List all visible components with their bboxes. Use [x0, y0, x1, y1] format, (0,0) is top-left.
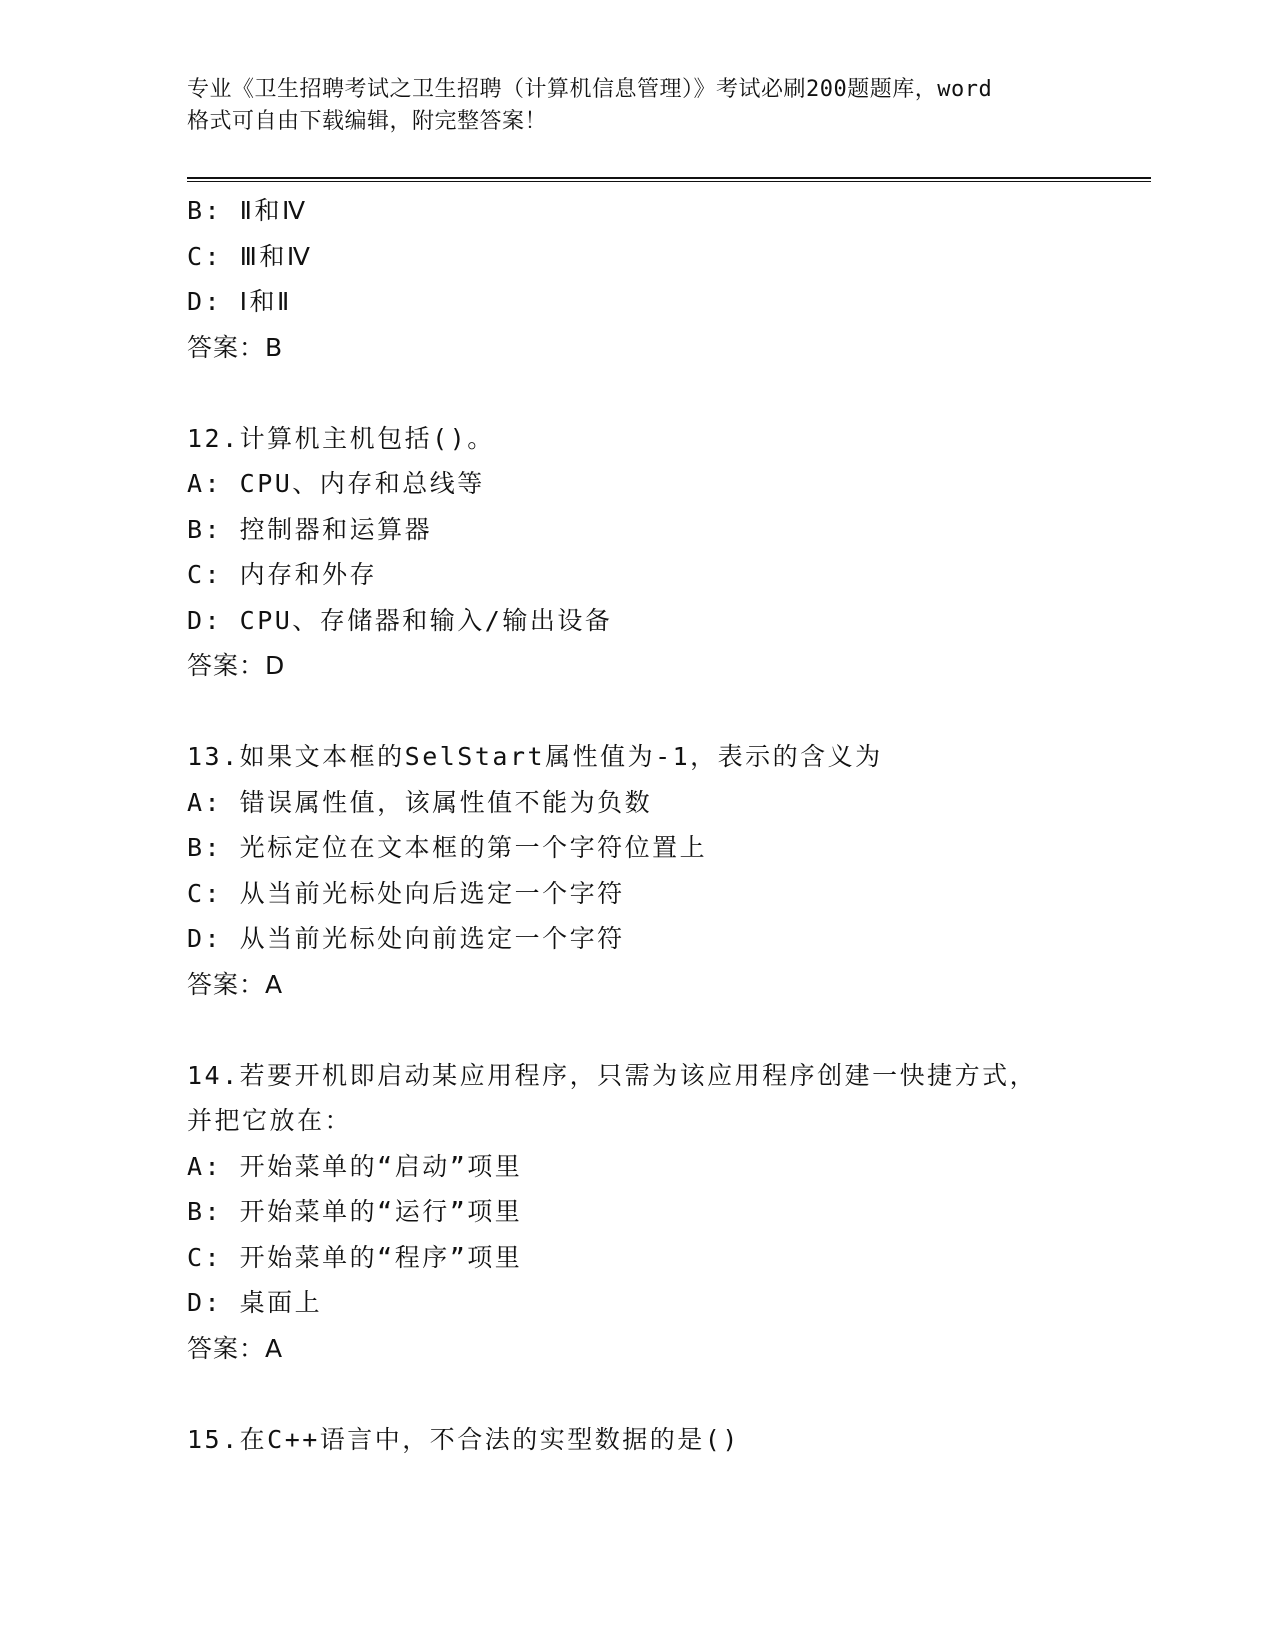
answer: 答案：A [187, 1333, 284, 1363]
question-14 [187, 1053, 1151, 1372]
spacer [187, 1007, 1151, 1053]
option-c: C: 开始菜单的“程序”项里 [187, 1242, 523, 1272]
option-b: B: 开始菜单的“运行”项里 [187, 1197, 523, 1226]
option-c: C: 内存和外存 [187, 560, 378, 589]
question-13 [187, 734, 1151, 1007]
question-text: 15.在C++语言中，不合法的实型数据的是() [187, 1424, 740, 1454]
spacer [187, 370, 1151, 416]
spacer [187, 689, 1151, 735]
option-c: C: Ⅲ和Ⅳ [187, 241, 313, 271]
option-a: A: 开始菜单的“启动”项里 [187, 1151, 523, 1181]
header-title-line-2: 格式可自由下载编辑，附完整答案！ [187, 109, 548, 134]
option-b: B: 控制器和运算器 [187, 514, 433, 544]
document-header [187, 74, 1087, 138]
option-d: D: CPU、存储器和输入/输出设备 [187, 605, 613, 635]
header-title-line-1: 专业《卫生招聘考试之卫生招聘（计算机信息管理）》考试必刷200题题库，word [187, 77, 993, 102]
option-d: D: 从当前光标处向前选定一个字符 [187, 924, 625, 953]
question-text: 13.如果文本框的SelStart属性值为-1，表示的含义为 [187, 742, 883, 771]
answer: 答案：D [187, 651, 286, 680]
question-15 [187, 1417, 1151, 1463]
option-a: A: CPU、内存和总线等 [187, 469, 485, 498]
question-list [187, 188, 1151, 1462]
question-text-line-2: 并把它放在： [187, 1106, 353, 1135]
answer: 答案：B [187, 332, 284, 362]
option-d: D: Ⅰ和Ⅱ [187, 287, 292, 316]
question-text-line-1: 14.若要开机即启动某应用程序，只需为该应用程序创建一快捷方式， [187, 1060, 1038, 1090]
answer: 答案：A [187, 969, 284, 999]
option-b: B: Ⅱ和Ⅳ [187, 196, 308, 225]
question-11 [187, 188, 1151, 370]
question-12 [187, 416, 1151, 689]
option-a: A: 错误属性值，该属性值不能为负数 [187, 787, 653, 817]
question-text: 12.计算机主机包括()。 [187, 423, 495, 453]
option-d: D: 桌面上 [187, 1288, 323, 1317]
header-divider [187, 177, 1151, 182]
option-c: C: 从当前光标处向后选定一个字符 [187, 878, 625, 908]
option-b: B: 光标定位在文本框的第一个字符位置上 [187, 833, 708, 862]
spacer [187, 1371, 1151, 1417]
